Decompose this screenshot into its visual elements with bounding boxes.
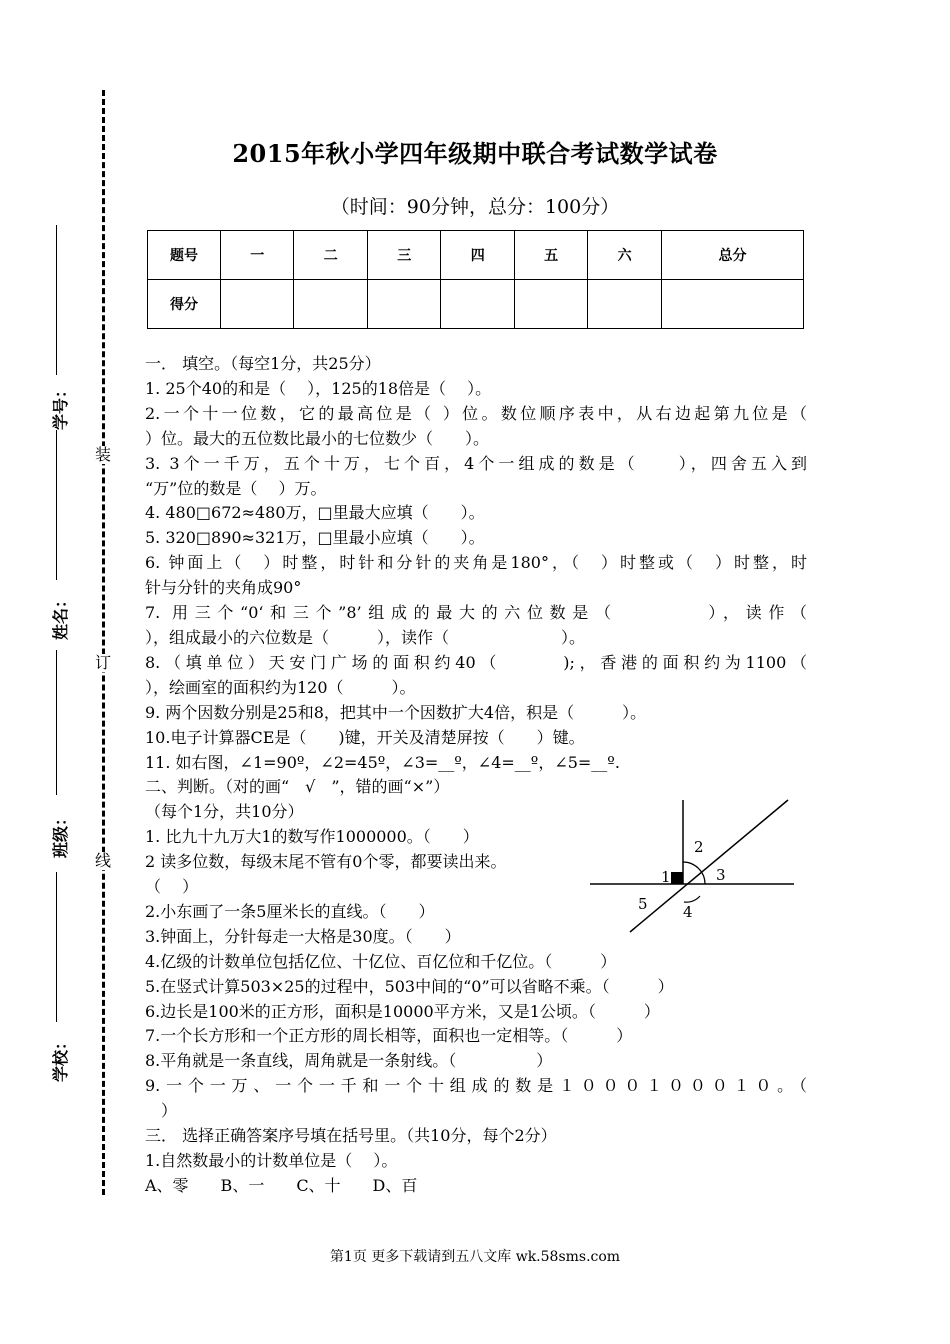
score-header-cell: 六	[588, 231, 661, 280]
score-row-label: 得分	[148, 280, 221, 329]
student-id-underline	[56, 225, 57, 375]
question-line: ），组成最小的六位数是（ ），读作（ ）。	[145, 627, 586, 647]
section1-heading: 一． 填空。（每空1分，共25分）	[145, 354, 381, 373]
binding-char-ding: 订	[94, 653, 111, 672]
score-header-cell: 总分	[661, 231, 803, 280]
question-line: 2.一个十一位数，它的最高位是（ ）位。数位顺序表中，从右边起第九位是（	[145, 403, 807, 423]
score-cell-4[interactable]	[441, 280, 514, 329]
question-line: 1. 25个40的和是（ ），125的18倍是（ ）。	[145, 378, 492, 398]
score-header-cell: 三	[367, 231, 440, 280]
angle-diagram	[586, 796, 798, 936]
question-line: 5.在竖式计算503×25的过程中，503中间的“0”可以省略不乘。（ ）	[145, 976, 674, 996]
question-line: 7.一个长方形和一个正方形的周长相等，面积也一定相等。（ ）	[145, 1026, 633, 1046]
angle-arc-2-3	[683, 862, 705, 884]
score-header-cell: 题号	[148, 231, 221, 280]
angle-label-2: 2	[694, 838, 704, 856]
binding-char-zhuang: 装	[94, 445, 111, 464]
school-underline	[56, 872, 57, 1022]
score-cell-6[interactable]	[588, 280, 661, 329]
score-header-cell: 五	[514, 231, 587, 280]
score-cell-total[interactable]	[661, 280, 803, 329]
student-name-label: 姓名：	[51, 591, 70, 640]
question-line: 10.电子计算器CE是（ )键，开关及清楚屏按（ ）键。	[145, 727, 585, 747]
question-line: （ ）	[145, 877, 199, 897]
class-underline	[56, 650, 57, 795]
binding-char-xian: 线	[94, 851, 111, 870]
exam-content	[145, 352, 807, 1199]
question-line: ），绘画室的面积约为120（ ）。	[145, 677, 416, 697]
question-line: ）位。最大的五位数比最小的七位数少（ ）。	[145, 428, 490, 448]
question-line: 4. 480□672≈480万，□里最大应填（ ）。	[145, 503, 485, 523]
question-line: 4.亿级的计数单位包括亿位、十亿位、百亿位和千亿位。（ ）	[145, 951, 617, 971]
angle-arc-4	[684, 896, 700, 902]
question-line: ）	[145, 1101, 178, 1121]
page-subtitle: （时间：90分钟，总分：100分）	[330, 196, 620, 218]
question-line: 针与分针的夹角成90°	[145, 578, 302, 598]
question-line: 3.钟面上，分针每走一大格是30度。（ ）	[145, 926, 461, 946]
score-cell-2[interactable]	[294, 280, 367, 329]
angle-label-3: 3	[716, 866, 726, 884]
page-footer: 第1页 更多下载请到五八文库 wk.58sms.com	[329, 1249, 621, 1265]
question-line: 3. 3个一千万，五个十万，七个百，4个一组成的数是（ ），四舍五入到	[145, 453, 807, 473]
question-line: 2.小东画了一条5厘米长的直线。（ ）	[145, 901, 435, 921]
section2-subheading: （每个1分，共10分）	[145, 802, 304, 822]
question-line: 8.（填单位）天安门广场的面积约40（ );，香港的面积约为1100（	[145, 652, 807, 672]
question-line: 5. 320□890≈321万，□里最小应填（ ）。	[145, 528, 485, 548]
question-line: 11. 如右图，∠1=90º，∠2=45º，∠3=__º，∠4=__º，∠5=__º.	[145, 752, 620, 772]
score-table	[147, 230, 804, 329]
question-line: 2 读多位数，每级末尾不管有0个零，都要读出来。	[145, 852, 507, 872]
question-line: 6. 钟面上（ ）时整，时针和分针的夹角是180°，（ ）时整或（ ）时整，时	[145, 553, 807, 573]
score-table-score-row	[148, 280, 804, 329]
diagram-diagonal-line	[630, 800, 788, 932]
question-line: 9. 两个因数分别是25和8，把其中一个因数扩大4倍，积是（ ）。	[145, 702, 647, 722]
angle-label-1: 1	[661, 868, 671, 886]
student-id-label: 学号：	[51, 381, 70, 430]
question-line: 6.边长是100米的正方形，面积是10000平方米，又是1公顷。（ ）	[145, 1001, 660, 1021]
student-name-underline	[56, 430, 57, 580]
section2-heading: 二、判断。（对的画“ √ ”，错的画“×”）	[145, 777, 450, 797]
score-header-cell: 四	[441, 231, 514, 280]
right-angle-marker	[671, 872, 683, 884]
class-label: 班级：	[51, 809, 70, 858]
score-header-cell: 二	[294, 231, 367, 280]
page-title: 2015年秋小学四年级期中联合考试数学试卷	[232, 139, 718, 168]
school-label: 学校：	[51, 1033, 70, 1082]
section3-heading: 三． 选择正确答案序号填在括号里。（共10分，每个2分）	[145, 1126, 557, 1146]
score-table-header-row	[148, 231, 804, 280]
question-line: 8.平角就是一条直线，周角就是一条射线。（ ）	[145, 1051, 553, 1071]
question-line: 1.自然数最小的计数单位是（ ）。	[145, 1151, 398, 1170]
binding-dashed-line	[102, 90, 105, 1195]
score-cell-1[interactable]	[221, 280, 294, 329]
question-line: “万”位的数是（ ）万。	[145, 478, 327, 498]
question-line: 1. 比九十九万大1的数写作1000000。（ ）	[145, 827, 479, 847]
angle-label-5: 5	[638, 895, 648, 913]
angle-label-4: 4	[683, 903, 693, 921]
score-cell-5[interactable]	[514, 280, 587, 329]
score-cell-3[interactable]	[367, 280, 440, 329]
answer-options: A、零 B、一 C、十 D、百	[145, 1175, 418, 1195]
question-line: 7. 用三个“0‘和三个”8’组成的最大的六位数是（ ），读作（	[145, 603, 807, 623]
question-line: 9.一个一万、一个一千和一个十组成的数是１０００１０００１０。（	[145, 1076, 807, 1096]
score-header-cell: 一	[221, 231, 294, 280]
